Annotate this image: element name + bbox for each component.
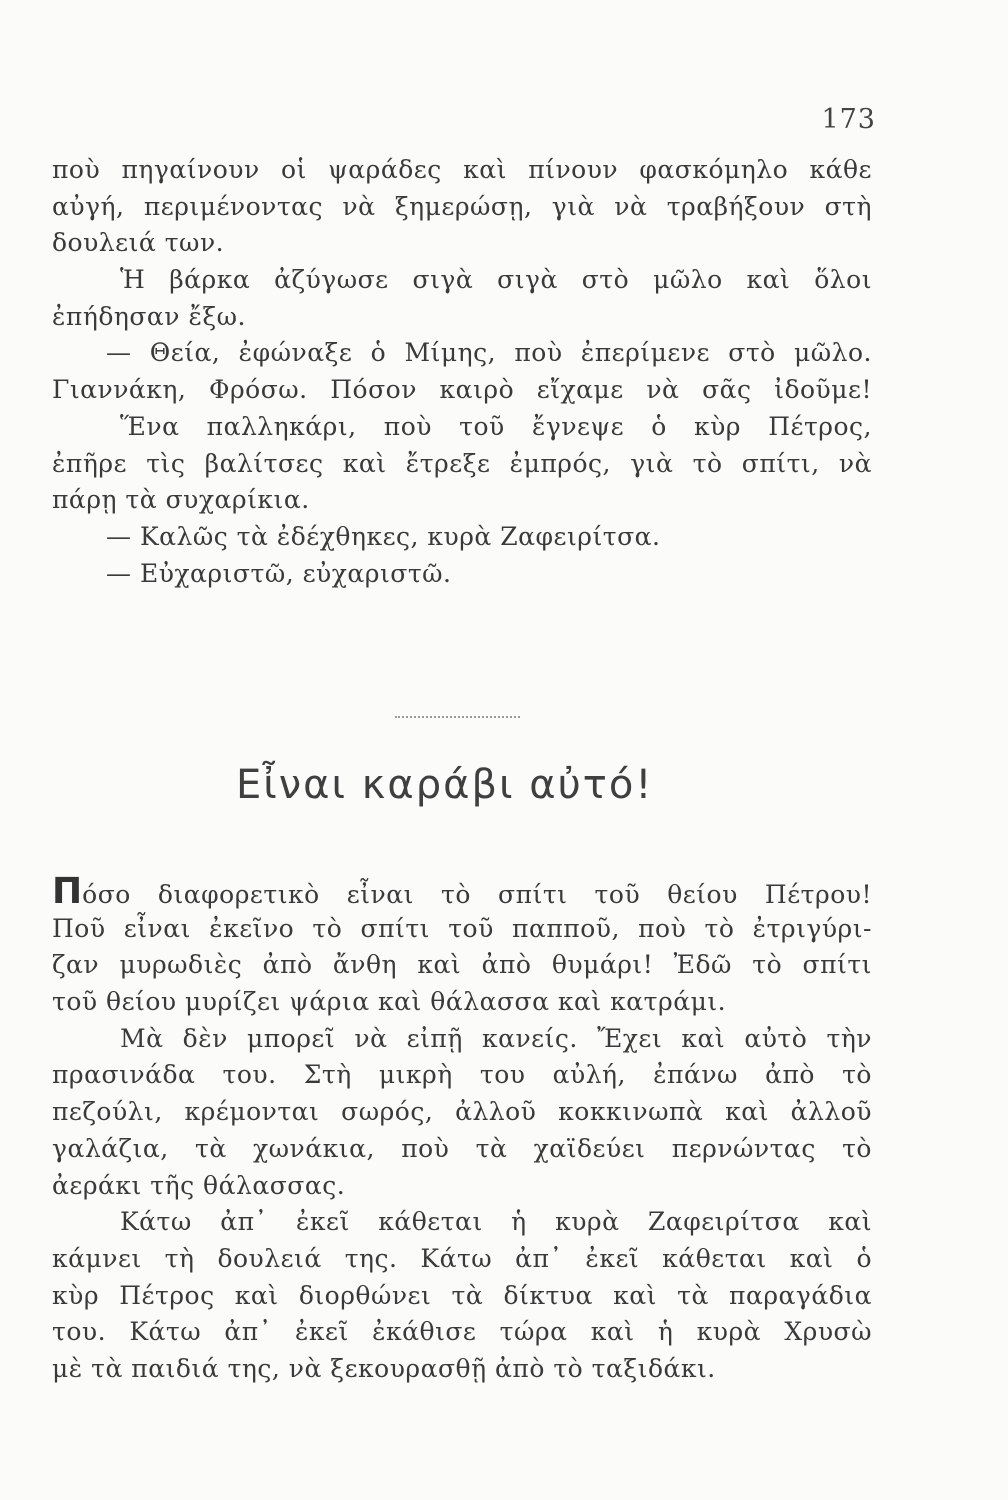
text-line-content: δουλειά των. <box>52 228 225 258</box>
text-line <box>52 225 872 262</box>
text-line <box>52 446 872 483</box>
top-text-block <box>52 152 872 592</box>
text-line <box>52 372 872 409</box>
text-line <box>52 1314 872 1351</box>
text-line-content: αὐγή, περιμένοντας νὰ ξημερώσῃ, γιὰ νὰ τραβήξουν στὴ <box>52 191 872 221</box>
text-line-content: ἀεράκι τῆς θάλασσας. <box>52 1170 346 1200</box>
text-line <box>52 1057 872 1094</box>
text-line <box>52 871 872 912</box>
text-line <box>52 189 872 226</box>
text-line <box>52 335 872 372</box>
text-line <box>52 1131 872 1168</box>
text-line <box>52 1094 872 1131</box>
text-line-content: ἐπῆρε τὶς βαλίτσες καὶ ἔτρεξε ἐμπρός, γιὰ τὸ σπίτι, νὰ <box>52 448 872 478</box>
text-line <box>52 262 872 299</box>
text-line <box>52 1021 872 1058</box>
text-line-content: Ἕνα παλληκάρι, ποὺ τοῦ ἔγνεψε ὁ κὺρ Πέτρος, <box>120 411 872 441</box>
text-line-content: μὲ τὰ παιδιά της, νὰ ξεκουρασθῇ ἀπὸ τὸ ταξιδάκι. <box>52 1353 716 1383</box>
text-line-content: ἐπήδησαν ἔξω. <box>52 301 246 331</box>
text-line-content: γαλάζια, τὰ χωνάκια, ποὺ τὰ χαϊδεύει περνώντας τὸ <box>52 1133 872 1163</box>
text-line-content: ποὺ πηγαίνουν οἱ ψαράδες καὶ πίνουν φασκόμηλο κάθε <box>52 155 872 184</box>
text-line-content: — Καλῶς τὰ ἐδέχθηκες, κυρὰ Ζαφειρίτσα. <box>106 521 661 551</box>
text-line-content: ζαν μυρωδιὲς ἀπὸ ἄνθη καὶ ἀπὸ θυμάρι! Ἐδῶ τὸ σπίτι <box>52 950 872 980</box>
text-line <box>52 1278 872 1315</box>
text-line-content: κάμνει τὴ δουλειά της. Κάτω ἀπ᾽ ἐκεῖ κάθεται καὶ ὁ <box>52 1243 872 1273</box>
text-line-content: του. Κάτω ἀπ᾽ ἐκεῖ ἐκάθισε τώρα καὶ ἡ κυρὰ Χρυσὼ <box>52 1317 872 1347</box>
bottom-text-block <box>52 871 872 1388</box>
text-line-content: Μὰ δὲν μπορεῖ νὰ εἰπῇ κανείς. Ἔχει καὶ αὐτὸ τὴν <box>120 1023 872 1053</box>
section-title: Εἶναι καράβι αὐτό! <box>236 762 654 808</box>
text-line-content: Ἡ βάρκα ἀζύγωσε σιγὰ σιγὰ στὸ μῶλο καὶ ὅλοι <box>120 265 872 295</box>
text-line-content: κὺρ Πέτρος καὶ διορθώνει τὰ δίκτυα καὶ τὰ παραγάδια <box>52 1280 872 1310</box>
text-line <box>52 409 872 446</box>
text-line-content: πρασινάδα του. Στὴ μικρὴ του αὐλή, ἐπάνω ἀπὸ τὸ <box>52 1060 872 1090</box>
text-line <box>52 1168 872 1205</box>
text-line-content: πάρῃ τὰ συχαρίκια. <box>52 485 310 515</box>
text-line <box>52 556 872 593</box>
text-line-content: Γιαννάκη, Φρόσω. Πόσον καιρὸ εἴχαμε νὰ σᾶς ἰδοῦμε! <box>52 375 872 405</box>
page-number: 173 <box>821 104 876 135</box>
text-line <box>52 299 872 336</box>
text-line <box>52 1241 872 1278</box>
text-line-content: πεζούλι, κρέμονται σωρός, ἀλλοῦ κοκκινωπὰ καὶ ἀλλοῦ <box>52 1097 872 1127</box>
text-line-content: τοῦ θείου μυρίζει ψάρια καὶ θάλασσα καὶ κατράμι. <box>52 987 727 1017</box>
text-line <box>52 482 872 519</box>
text-line <box>52 152 872 189</box>
text-line-content: όσο διαφορετικὸ εἶναι τὸ σπίτι τοῦ θείου Πέτρου! <box>82 880 872 909</box>
text-line-content: Κάτω ἀπ᾽ ἐκεῖ κάθεται ἡ κυρὰ Ζαφειρίτσα καὶ <box>120 1207 872 1237</box>
text-line-content: — Εὐχαριστῶ, εὐχαριστῶ. <box>106 558 452 588</box>
text-line <box>52 1204 872 1241</box>
text-line <box>52 519 872 556</box>
text-line-content: Ποῦ εἶναι ἐκεῖνο τὸ σπίτι τοῦ παπποῦ, ποὺ τὸ ἐτριγύρι- <box>52 913 872 943</box>
section-divider-ornament <box>395 716 520 718</box>
text-line-content: — Θεία, ἐφώναξε ὁ Μίμης, ποὺ ἐπερίμενε στὸ μῶλο. <box>106 338 872 368</box>
drop-cap: Π <box>52 871 77 912</box>
text-line <box>52 984 872 1021</box>
text-line <box>52 1351 872 1388</box>
text-line <box>52 947 872 984</box>
text-line <box>52 911 872 948</box>
